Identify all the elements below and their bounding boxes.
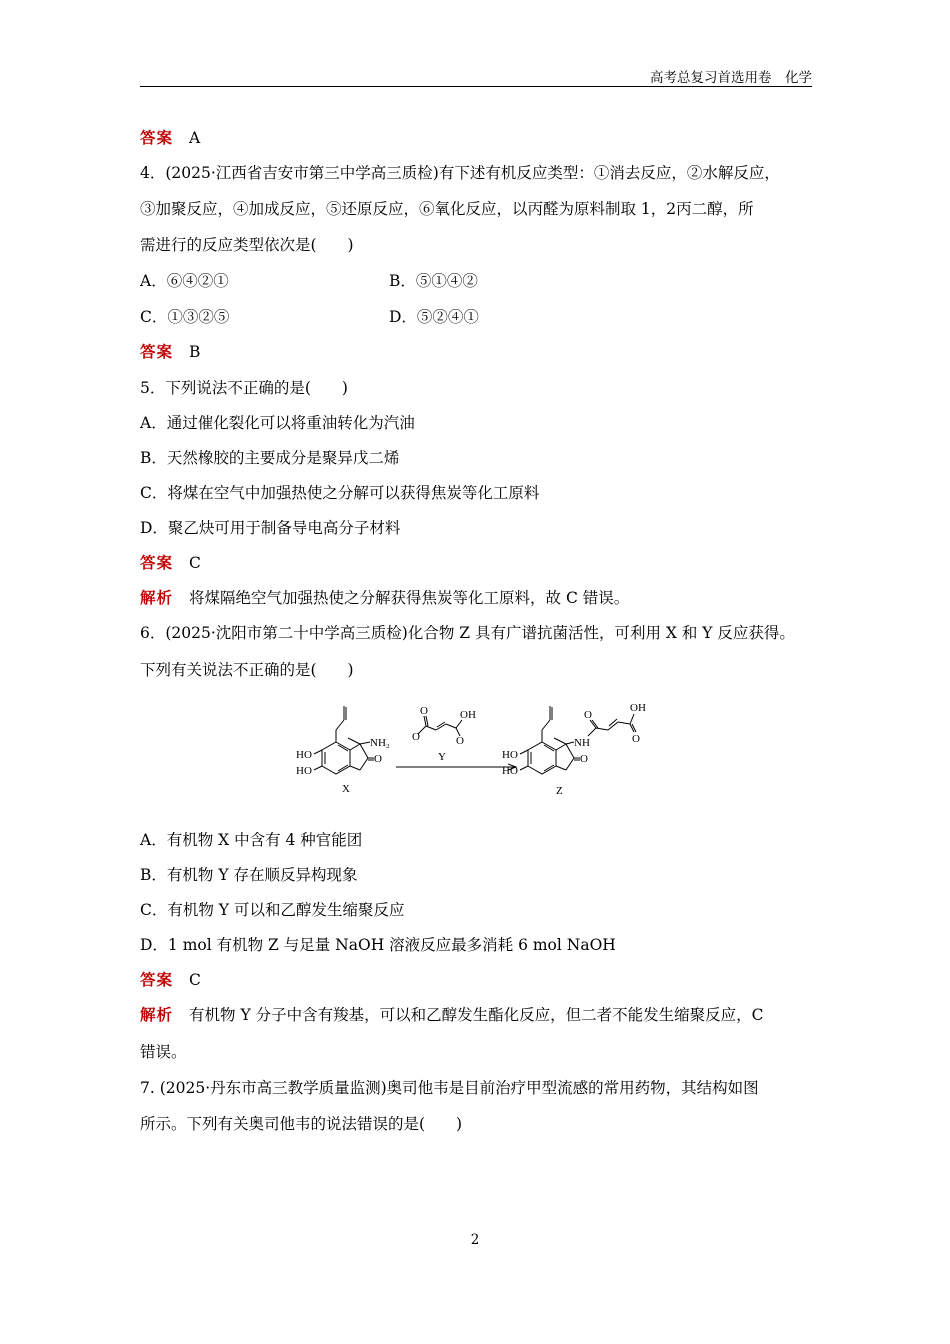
answer-value: C <box>189 971 201 989</box>
x-carbonyl-o-label: O <box>374 753 382 765</box>
x-ho-label-2: HO <box>296 765 312 777</box>
q6-analysis-line1 <box>140 1005 763 1025</box>
q5-stem: 5．下列说法不正确的是( ) <box>140 379 348 397</box>
q5-option-d: D．聚乙炔可用于制备导电高分子材料 <box>140 519 401 537</box>
q4-stem-line1: 4．(2025·江西省吉安市第三中学高三质检)有下述有机反应类型：①消去反应，②水解反应， <box>140 164 780 182</box>
header-rule <box>140 86 812 87</box>
q6-stem-line1: 6．(2025·沈阳市第二十中学高三质检)化合物 Z 具有广谱抗菌活性，可利用 X 和 Y 反应获得。 <box>140 624 795 642</box>
y-o-label: O <box>412 731 420 743</box>
answer-label: 答案 <box>140 553 174 572</box>
q6-analysis-line2: 错误。 <box>140 1043 187 1061</box>
reaction-scheme-svg <box>290 698 660 800</box>
q7-stem-line2: 所示。下列有关奥司他韦的说法错误的是( ) <box>140 1115 463 1133</box>
analysis-text: 有机物 Y 分子中含有羧基，可以和乙醇发生酯化反应，但二者不能发生缩聚反应，C <box>189 1006 764 1024</box>
x-benzene-ring <box>322 742 350 774</box>
y-o-label-3: O <box>456 735 464 747</box>
q5-answer-line <box>140 553 201 573</box>
q4-option-d: D．⑤②④① <box>389 308 479 326</box>
answer-label: 答案 <box>140 342 174 361</box>
page-number: 2 <box>470 1232 480 1248</box>
x-compound-label: X <box>342 783 350 795</box>
q6-stem-line2: 下列有关说法不正确的是( ) <box>140 661 354 679</box>
q4-answer-line <box>140 342 200 362</box>
answer-value: C <box>189 554 201 572</box>
y-oh-label: OH <box>460 709 476 721</box>
z-carbonyl-o-label: O <box>580 753 588 765</box>
z-ho-label-1: HO <box>502 749 518 761</box>
q6-option-d: D．1 mol 有机物 Z 与足量 NaOH 溶液反应最多消耗 6 mol NaOH <box>140 936 616 954</box>
q6-option-b: B．有机物 Y 存在顺反异构现象 <box>140 866 358 884</box>
q4-option-b: B．⑤①④② <box>389 272 478 290</box>
analysis-label: 解析 <box>140 588 174 607</box>
answer-value: A <box>189 129 201 147</box>
z-amide-o-label: O <box>584 709 592 721</box>
q7-stem-line1: 7. (2025·丹东市高三教学质量监测)奥司他韦是目前治疗甲型流感的常用药物，其结构如图 <box>140 1079 759 1097</box>
reaction-scheme-figure <box>290 698 660 800</box>
x-ho-label-1: HO <box>296 749 312 761</box>
analysis-text: 将煤隔绝空气加强热使之分解获得焦炭等化工原料，故 C 错误。 <box>189 589 630 607</box>
q4-stem-line3: 需进行的反应类型依次是( ) <box>140 236 354 254</box>
q4-stem-line2: ③加聚反应，④加成反应，⑤还原反应，⑥氧化反应，以丙醛为原料制取 1，2丙二醇，所 <box>140 200 754 218</box>
q5-option-b: B．天然橡胶的主要成分是聚异戊二烯 <box>140 449 400 467</box>
answer-value: B <box>189 343 201 361</box>
z-ho-label-2: HO <box>502 765 518 777</box>
z-compound-label: Z <box>556 785 563 797</box>
q4-option-a: A．⑥④②① <box>140 272 229 290</box>
z-nh-label: NH <box>574 737 590 749</box>
q4-option-c: C．①③②⑤ <box>140 308 230 326</box>
q5-option-c: C．将煤在空气中加强热使之分解可以获得焦炭等化工原料 <box>140 484 540 502</box>
q6-option-c: C．有机物 Y 可以和乙醇发生缩聚反应 <box>140 901 405 919</box>
analysis-label: 解析 <box>140 1005 174 1024</box>
q3-answer-line <box>140 128 200 148</box>
q5-option-a: A．通过催化裂化可以将重油转化为汽油 <box>140 414 415 432</box>
q6-answer-line <box>140 970 201 990</box>
y-compound-label: Y <box>438 751 446 763</box>
answer-label: 答案 <box>140 970 174 989</box>
q6-option-a: A．有机物 X 中含有 4 种官能团 <box>140 831 363 849</box>
z-oh-label: OH <box>630 702 646 714</box>
z-benzene-ring <box>528 742 556 774</box>
x-nh2-label: NH₂ <box>370 737 390 749</box>
y-o-label-2: O <box>420 705 428 717</box>
q5-analysis-line <box>140 588 629 608</box>
answer-label: 答案 <box>140 128 174 147</box>
z-acid-o-label: O <box>632 733 640 745</box>
running-header: 高考总复习首选用卷 化学 <box>650 70 812 86</box>
